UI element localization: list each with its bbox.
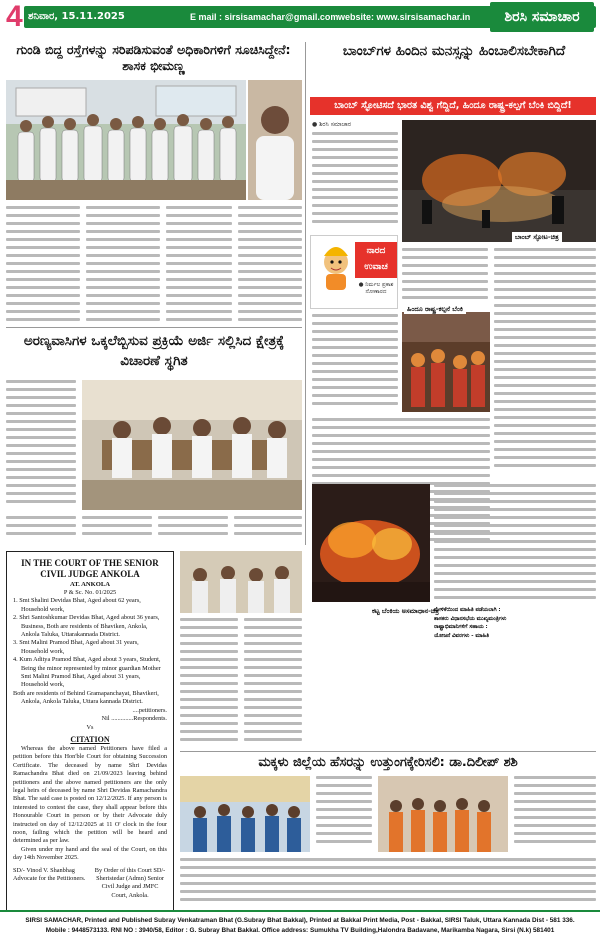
issue-date: ಶನಿವಾರ, 15.11.2025 xyxy=(28,11,125,22)
story3-text-col2 xyxy=(6,516,76,544)
story1-inset-photo xyxy=(248,80,302,200)
petitioner-3: 3. Smt Malini Pramod Bhat, Aged about 31 years, Household work, xyxy=(13,639,139,655)
column-divider xyxy=(305,42,306,545)
story4-photo-1 xyxy=(180,776,310,852)
story2-street-caption: ಹಿಂದೂ ರಾಷ್ಟ್ರ-ಕಲ್ಪನೆ ಬೆಂಕಿ xyxy=(404,304,466,314)
story2-text-col2 xyxy=(494,248,596,478)
advert-line: ಯೋಜನೆ ವಿವರಗಳು - ಮಾಹಿತಿ xyxy=(434,632,489,639)
narada-illustration xyxy=(317,242,355,290)
column-author: ● ನಿರ್ಮಲ ಪ್ರಕಾಶ ನೋಣಾರದ xyxy=(358,282,394,295)
versus: Vs xyxy=(86,723,94,731)
story2-text-intro xyxy=(312,132,398,232)
column-title: ನಾರದ ಉವಾಚ xyxy=(355,242,397,278)
story4-headline: ಮಕ್ಕಳು ಜಿಲ್ಲೆಯ ಹೆಸರನ್ನು ಉತ್ತುಂಗಕ್ಕೇರಿಸಲಿ: ಡಾ.ದಿಲೀಪ್ ಶಶಿ xyxy=(258,755,518,770)
petitioner-2: 2. Shri Santoshkumar Devidas Bhat, Aged about 36 years, Business, Both are residents of Bhaviken, Ankola, Ankola Taluka, Uttarakannada District. xyxy=(13,614,160,639)
brand-name: ಶಿರಸಿ ಸಮಾಚಾರ xyxy=(490,2,594,32)
petitioner-4: 4. Kum Aditya Pramod Bhat, Aged about 3 years, Student, Being the minor represented by minor guardian Mother Smt Malini Pramod Bhat, Aged about 31 years, Household work, xyxy=(13,656,161,689)
story3-text-col6 xyxy=(180,618,238,746)
citation-given: Given under my hand and the seal of the Court, on this day 14th November 2025. xyxy=(13,845,167,862)
citation-body: Whereas the above named Petitioners have filed a petition before this Hon'ble Court for obtaining Succession Certificate. The deceased by name Shri Devidas Ramachandra Bhat died on 21/09/2023 leaving behind petitioners and the above named petitioners are the only legal heirs of deceased by name Shri Devidas Ramachandra Bhat. The said case is posted on 12/12/2025. If any person is interested to contest the case, they shall appear before this Honourable Court in person or by their Advocate duly instructed on day of 12/12/2025 at 11 O' clock in the four noon, failing which the petition will be heard and determined as per law. xyxy=(13,744,167,845)
column-logo-narada xyxy=(310,235,398,309)
story3-text-col5 xyxy=(234,516,302,544)
header-email: E mail : sirsisamachar@gmail.com xyxy=(190,12,339,22)
citation-heading: CITATION xyxy=(70,734,110,744)
story2-text-col4 xyxy=(434,484,596,604)
header-website: website: www.sirsisamachar.in xyxy=(338,12,471,22)
story2-fire-caption: ಕಟ್ಟ ಬೆಂಕಿಯ ಅಸಮಾಧಾನ-ಚಿತ್ರ xyxy=(312,606,442,616)
signatures xyxy=(13,867,167,901)
court-signature: By Order of this Court SD/- Sheristedar (Admn) Senior Civil Judge and JMFC Court, Ankola. xyxy=(94,866,166,899)
story2-headline: ಬಾಂಬ್‌ಗಳ ಹಿಂದಿನ ಮನಸ್ಸನ್ನು ಹಿಂಬಾಲಿಸಬೇಕಾಗಿದೆ xyxy=(342,43,566,59)
petitioners-label: ....petitioners. xyxy=(132,706,167,714)
court-title: IN THE COURT OF THE SENIOR CIVIL JUDGE ANKOLA xyxy=(21,558,159,579)
story3-text-col1 xyxy=(6,380,76,510)
advert-line: ಮೇಳಿಕೆಯಿಂದ ಮಾಹಿತಿ ಪಡೆಯಲಾಗಿ : xyxy=(434,607,501,613)
petitioner-address: Both are residents of Behind Gramapanchayat, Bhavikeri, Ankola, Ankola Taluka, Uttara kannada District. xyxy=(13,689,159,706)
court-case-no: P & Sc. No. 01/2025 xyxy=(63,589,117,596)
page-number: 4 xyxy=(6,0,23,33)
imprint-line-1: SIRSI SAMACHAR, Printed and Published Subray Venkatraman Bhat (G.Subray Bhat Bakkal), Printed at Bakkal Print Media, Post - Bakkal, SIRSI Taluk, Uttara Kannada Dist - 581 336. xyxy=(25,917,575,924)
story3-text-col3 xyxy=(82,516,152,544)
story2-fire-photo xyxy=(312,484,430,602)
story2-text-col1 xyxy=(402,248,488,308)
masthead xyxy=(0,0,600,38)
court-place: AT. ANKOLA xyxy=(69,581,111,588)
story3-text-col7 xyxy=(244,618,302,746)
story2-blast-caption: ಬಾಂಬ್ ಸ್ಫೋಟ-ಚಿತ್ರ xyxy=(512,232,562,242)
story1-text-col2 xyxy=(86,206,160,324)
story1-photo xyxy=(6,80,246,200)
story2-byline: ● ಶಿರಸಿ ಸಮಾಚಾರ xyxy=(312,121,352,128)
story2-street-photo xyxy=(402,312,490,412)
story1-text-col3 xyxy=(166,206,232,324)
advert-line: ರಾಷ್ಟ್ರಾಭಿಮಾನಿಗಳಿಗೆ ಸಹಾಯ : xyxy=(434,624,488,631)
section-rule xyxy=(6,327,302,328)
story3-second-photo xyxy=(180,551,302,613)
story4-text-col3 xyxy=(180,858,596,906)
imprint-footer xyxy=(0,910,600,946)
respondents-label: Nil ..............Respondents. xyxy=(101,715,167,723)
petitioner-1: 1. Smt Shalini Devidas Bhat, Aged about 62 years, Household work, xyxy=(13,597,141,613)
section-rule-2 xyxy=(180,751,596,752)
story4-text-col1 xyxy=(316,776,372,852)
story2-blast-photo xyxy=(402,120,596,242)
advert-line: ಶಾಸಕರು ವಿಧಾನಸಭೆಯ ಮುಖ್ಯಮಂತ್ರಿಗಳು xyxy=(434,615,507,622)
story3-photo xyxy=(82,380,302,510)
court-notice xyxy=(6,551,174,931)
advert-box xyxy=(434,606,596,650)
story1-text-col4 xyxy=(238,206,302,324)
advocate-signature: SD/- Vinod V. Shanbhag Advocate for the Petitioners. xyxy=(13,866,86,882)
story1-text-col1 xyxy=(6,206,80,324)
story3-text-col4 xyxy=(158,516,228,544)
story4-text-col2 xyxy=(514,776,596,852)
story4-photo-2 xyxy=(378,776,508,852)
story2-subhead: ಬಾಂಬ್ ಸ್ಫೋಟಿಸದೆ ಭಾರತ ವಿಶ್ವ ಗೆದ್ದಿದೆ, ಹಿಂದೂ ರಾಷ್ಟ್ರ-ಕಲ್ಪಗೆ ಬೆಂಕಿ ಬಿದ್ದಿದೆ! xyxy=(310,97,596,115)
story3-headline: ಅರಣ್ಯವಾಸಿಗಳ ಒಕ್ಕಲೆಬ್ಬಿಸುವ ಪ್ರಕ್ರಿಯೆ ಅರ್ಜಿ ಸಲ್ಲಿಸಿದ ಕ್ಷೇತ್ರಕ್ಕೆ ವಿಚಾರಣೆ ಸ್ಥಗಿತ xyxy=(23,333,285,369)
story1-headline: ಗುಂಡಿ ಬಿದ್ದ ರಸ್ತೆಗಳನ್ನು ಸರಿಪಡಿಸುವಂತೆ ಅಧಿಕಾರಿಗಳಿಗೆ ಸೂಚಿಸಿದ್ದೇನೆ: ಶಾಸಕ ಭೀಮಣ್ಣ xyxy=(16,42,291,73)
story2-text-col0 xyxy=(312,314,398,414)
imprint-line-2: Mobile : 9448573133. RNI NO : 3940/58, Editor : G. Subray Bhat Bakkal. Office address: Sumukha TV Building,Halondra Badavane, Marikamba Nagara, Sirsi (N.k) 581401 xyxy=(45,927,555,934)
